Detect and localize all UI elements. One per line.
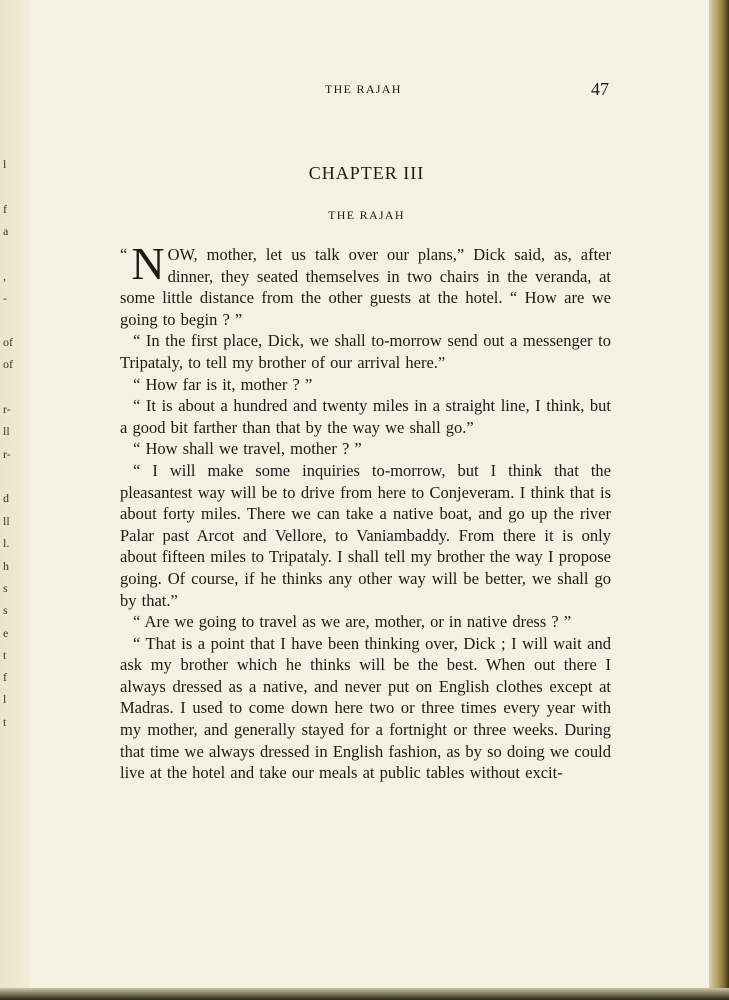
drop-cap: N [131, 238, 165, 289]
gutter-fragment: of [3, 357, 13, 371]
gutter-fragment: f [3, 202, 7, 216]
paragraph: “ It is about a hundred and twenty miles in a straight line, I think, but a good bit farther than that by the way we shall go.” [120, 396, 611, 437]
opening-quote: “ [120, 245, 128, 264]
gutter-fragment: of [3, 335, 13, 349]
paragraph: “ How shall we travel, mother ? ” [133, 439, 362, 459]
gutter-fragment: r- [3, 447, 11, 461]
paragraph: “ Are we going to travel as we are, mother, or in native dress ? ” [133, 612, 572, 632]
gutter-fragment: l. [3, 536, 10, 550]
chapter-subtitle: THE RAJAH [328, 208, 405, 222]
gutter-fragment: d [3, 491, 9, 505]
gutter-fragment: t [3, 648, 7, 662]
chapter-heading: CHAPTER III [308, 163, 425, 183]
gutter-fragment: l [3, 692, 7, 706]
paragraph: “ In the first place, Dick, we shall to-morrow send out a messenger to Tripataly, to tell my brother of our arrival here.” [120, 331, 611, 372]
gutter-fragment: s [3, 581, 8, 595]
gutter-fragment: e [3, 626, 9, 640]
paragraph-text: OW, mother, let us talk over our plans,” Dick said, as, after dinner, they seated themselves in two chairs in the veranda, at some little distance from the other guests at the hotel. “ How are we going to begin ? ” [120, 245, 611, 329]
paragraph: “ That is a point that I have been thinking over, Dick ; I will wait and ask my brother which he thinks will be the best. When out there I always dressed as a native, and never put on English clothes except at Madras. I used to come down here two or three times every year with my mother, and generally stayed for a fortnight or three weeks. During that time we always dressed in English fashion, as by so doing we could live at the hotel and take our meals at public tables without excit- [120, 633, 611, 783]
gutter-fragment: ll [3, 424, 10, 438]
body-text [120, 238, 611, 784]
paragraph: “ I will make some inquiries to-morrow, but I think that the pleasantest way will be to drive from here to Conjeveram. I think that is about forty miles. There we can take a native boat, and go up the river Palar past Arcot and Vellore, to Vaniambaddy. From there it is only about fifteen miles to Tripataly. I shall tell my brother the way I propose going. Of course, if he thinks any other way will be better, we shall go by that.” [120, 460, 611, 610]
running-head: THE RAJAH [325, 82, 402, 96]
gutter-fragment: , [3, 269, 6, 283]
gutter-fragment: s [3, 603, 8, 617]
gutter-fragment: a [3, 224, 9, 238]
gutter-fragment: l [3, 157, 7, 171]
page-edge-bottom [0, 988, 729, 1000]
page-edge-right [709, 0, 729, 1000]
paragraph [120, 238, 611, 330]
paragraph: “ How far is it, mother ? ” [133, 374, 313, 394]
gutter-fragment: h [3, 559, 9, 573]
gutter-fragment: f [3, 670, 7, 684]
gutter-fragment: ll [3, 514, 10, 528]
gutter-fragment: - [3, 291, 7, 305]
page-number: 47 [591, 79, 609, 99]
gutter-fragment: r- [3, 402, 11, 416]
facing-page-gutter [0, 0, 31, 1000]
gutter-fragment: t [3, 715, 7, 729]
